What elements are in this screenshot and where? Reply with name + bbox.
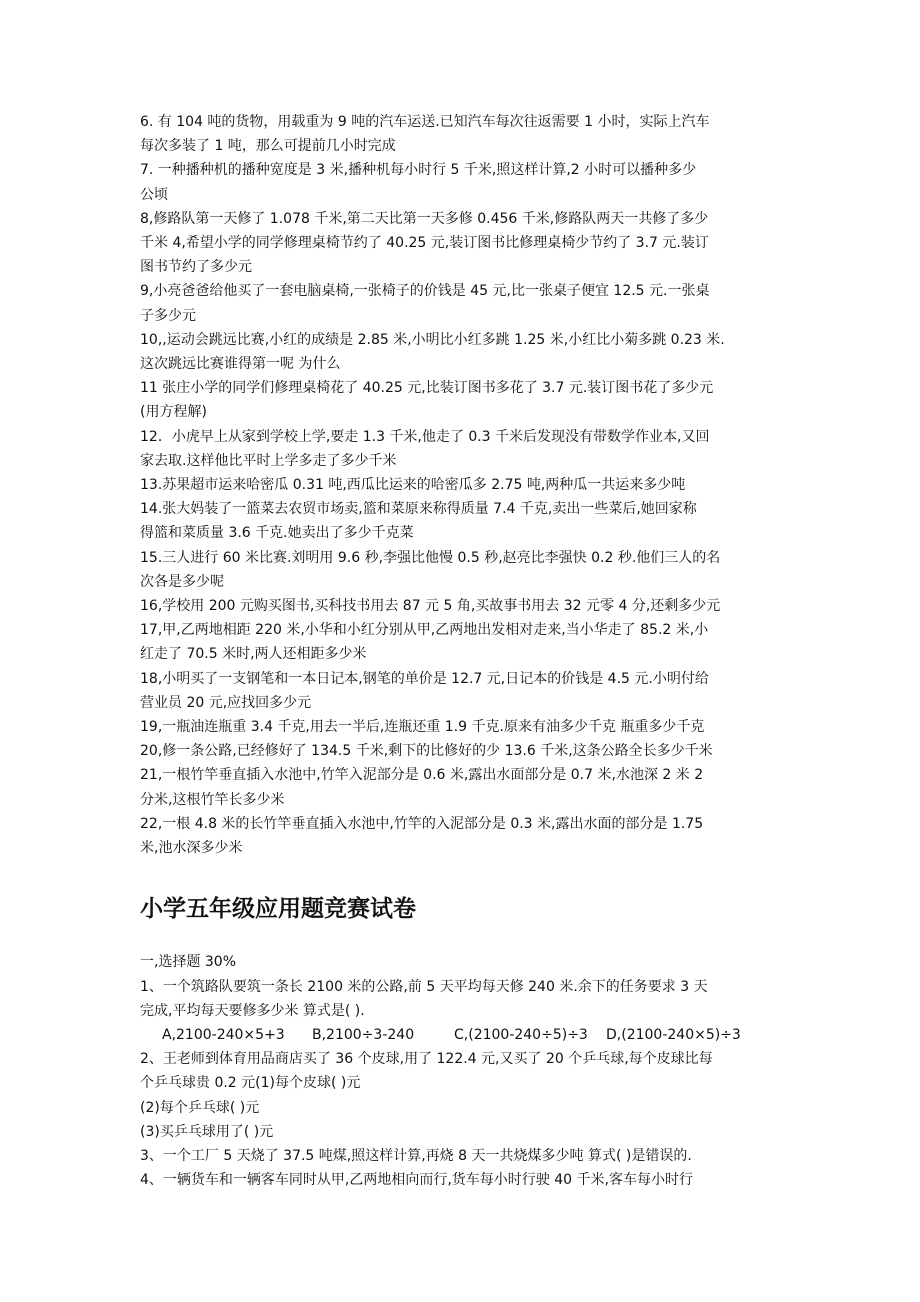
question-2-line-3: (2)每个乒乓球( )元: [140, 1099, 260, 1116]
problem-19-line-1: 19,一瓶油连瓶重 3.4 千克,用去一半后,连瓶还重 1.9 千克.原来有油多少千克 瓶重多少千克: [140, 719, 705, 736]
problem-17-line-2: 红走了 70.5 米时,两人还相距多少米: [140, 646, 367, 663]
document-page: [140, 110, 790, 1192]
problem-10-line-2: 这次跳远比赛谁得第一呢 为什么: [140, 356, 341, 373]
problem-8-line-2: 千米 4,希望小学的同学修理桌椅节约了 40.25 元,装订图书比修理桌椅少节约了 3.7 元.装订: [140, 235, 709, 252]
problem-12-line-2: 家去取.这样他比平时上学多走了多少千米: [140, 452, 397, 469]
question-1-line-1: 1、一个筑路队要筑一条长 2100 米的公路,前 5 天平均每天修 240 米.余下的任务要求 3 天: [140, 978, 708, 995]
problem-18-line-2: 营业员 20 元,应找回多少元: [140, 694, 312, 711]
problem-14-line-2: 得篮和菜质量 3.6 千克.她卖出了多少千克菜: [140, 525, 414, 542]
problem-9-line-1: 9,小亮爸爸给他买了一套电脑桌椅,一张椅子的价钱是 45 元,比一张桌子便宜 12.5 元.一张桌: [140, 283, 710, 300]
problems-section: [140, 110, 790, 860]
problem-8-line-3: 图书节约了多少元: [140, 259, 252, 276]
problem-7-line-2: 公顷: [140, 186, 168, 203]
problem-22-line-1: 22,一根 4.8 米的长竹竿垂直插入水池中,竹竿的入泥部分是 0.3 米,露出水面的部分是 1.75: [140, 815, 704, 832]
option-c: C,(2100-240÷5)÷3: [454, 1026, 588, 1043]
exam-section: [140, 950, 790, 1192]
question-2-line-2: 个乒乓球贵 0.2 元(1)每个皮球( )元: [140, 1075, 361, 1092]
problem-8-line-1: 8,修路队第一天修了 1.078 千米,第二天比第一天多修 0.456 千米,修路队两天一共修了多少: [140, 210, 709, 227]
problem-6-line-1: 6. 有 104 吨的货物，用载重为 9 吨的汽车运送.已知汽车每次往返需要 1 小时，实际上汽车: [140, 114, 710, 130]
question-1-line-2: 完成,平均每天要修多少米 算式是( ).: [140, 1002, 365, 1019]
problem-17-line-1: 17,甲,乙两地相距 220 米,小华和小红分别从甲,乙两地出发相对走来,当小华走了 85.2 米,小: [140, 622, 709, 639]
section-heading: 一,选择题 30%: [140, 954, 237, 971]
option-d: D,(2100-240×5)÷3: [606, 1026, 741, 1043]
problem-21-line-2: 分米,这根竹竿长多少米: [140, 791, 285, 808]
section-spacer: [140, 860, 790, 892]
problem-22-line-2: 米,池水深多少米: [140, 840, 243, 857]
option-a: A,2100-240×5+3: [162, 1026, 285, 1043]
problem-6-line-2: 每次多装了 1 吨，那么可提前几小时完成: [140, 138, 396, 155]
problem-9-line-2: 子多少元: [140, 307, 196, 324]
question-4-line-1: 4、一辆货车和一辆客车同时从甲,乙两地相向而行,货车每小时行驶 40 千米,客车每小时行: [140, 1172, 693, 1189]
problem-12-line-1: 12．小虎早上从家到学校上学,要走 1.3 千米,他走了 0.3 千米后发现没有带数学作业本,又回: [140, 428, 710, 445]
problem-21-line-1: 21,一根竹竿垂直插入水池中,竹竿入泥部分是 0.6 米,露出水面部分是 0.7 米,水池深 2 米 2: [140, 767, 704, 784]
problem-14-line-1: 14.张大妈装了一篮菜去农贸市场卖,篮和菜原来称得质量 7.4 千克,卖出一些菜后,她回家称: [140, 501, 697, 518]
question-2-line-4: (3)买乒乓球用了( )元: [140, 1123, 274, 1140]
question-2-line-1: 2、王老师到体育用品商店买了 36 个皮球,用了 122.4 元,又买了 20 个乒乓球,每个皮球比每: [140, 1051, 713, 1068]
problem-16-line-1: 16,学校用 200 元购买图书,买科技书用去 87 元 5 角,买故事书用去 32 元零 4 分,还剩多少元: [140, 598, 721, 615]
option-b: B,2100÷3-240: [312, 1026, 415, 1043]
problem-18-line-1: 18,小明买了一支钢笔和一本日记本,钢笔的单价是 12.7 元,日记本的价钱是 4.5 元.小明付给: [140, 670, 709, 687]
question-1-options: [140, 1023, 790, 1047]
problem-13-line-1: 13.苏果超市运来哈密瓜 0.31 吨,西瓜比运来的哈密瓜多 2.75 吨,两种瓜一共运来多少吨: [140, 477, 686, 494]
problem-7-line-1: 7. 一种播种机的播种宽度是 3 米,播种机每小时行 5 千米,照这样计算,2 小时可以播种多少: [140, 162, 697, 179]
exam-title: 小学五年级应用题竞赛试卷: [140, 896, 416, 923]
problem-15-line-1: 15.三人进行 60 米比赛.刘明用 9.6 秒,李强比他慢 0.5 秒,赵亮比李强快 0.2 秒.他们三人的名: [140, 549, 721, 566]
problem-11-line-1: 11 张庄小学的同学们修理桌椅花了 40.25 元,比装订图书多花了 3.7 元.装订图书花了多少元: [140, 380, 714, 397]
problem-15-line-2: 次各是多少呢: [140, 573, 224, 590]
question-3-line-1: 3、一个工厂 5 天烧了 37.5 吨煤,照这样计算,再烧 8 天一共烧煤多少吨 算式( )是错误的.: [140, 1147, 692, 1164]
problem-20-line-1: 20,修一条公路,已经修好了 134.5 千米,剩下的比修好的少 13.6 千米,这条公路全长多少千米: [140, 743, 713, 760]
problem-11-line-2: (用方程解): [140, 404, 207, 421]
problem-10-line-1: 10,,运动会跳远比赛,小红的成绩是 2.85 米,小明比小红多跳 1.25 米,小红比小菊多跳 0.23 米.: [140, 331, 725, 348]
